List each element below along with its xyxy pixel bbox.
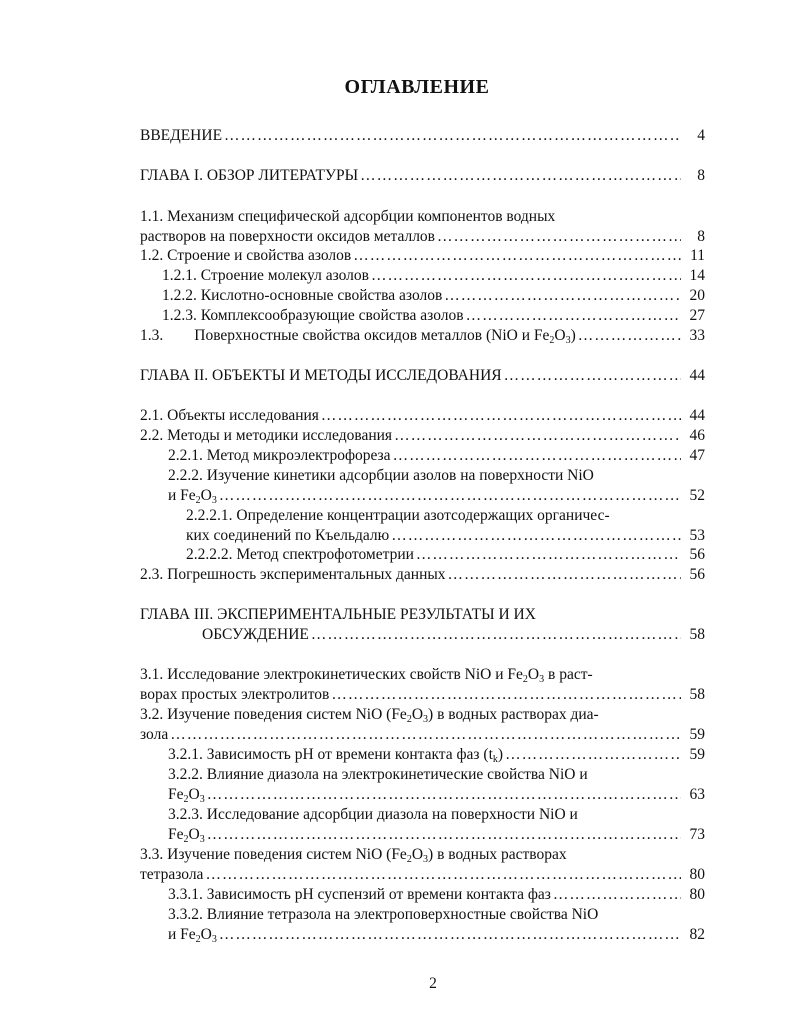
toc-entry-intro[interactable]: ВВЕДЕНИЕ …………………………………………………………………………………………………………………………………………………………………………………… 4 bbox=[140, 126, 705, 146]
toc-entry-3-2[interactable]: зола …………………………………………………………………………………………………………………………………………………………………………………… 59 bbox=[140, 725, 705, 745]
toc-entry-chapter-1[interactable]: ГЛАВА I. ОБЗОР ЛИТЕРАТУРЫ …………………………………………………………………………………………………………………………………………………………………………………… 8 bbox=[140, 166, 705, 186]
toc-entry-1-2-2[interactable]: 1.2.2. Кислотно-основные свойства азолов …………………………………………………………………………………………………………………………………………………………………………………… 20 bbox=[162, 286, 705, 306]
toc-entry-2-2-2[interactable]: и $Fe_2O_3$ …………………………………………………………………………………………………………………………………………………………………………………… 52 bbox=[168, 486, 705, 506]
toc-entry-1-2-3[interactable]: 1.2.3. Комплексообразующие свойства азолов …………………………………………………………………………………………………………………………………………………………………………………… 27 bbox=[162, 306, 705, 326]
toc-entry-chapter-3-line1[interactable]: ГЛАВА III. ЭКСПЕРИМЕНТАЛЬНЫЕ РЕЗУЛЬТАТЫ И ИХ bbox=[140, 606, 536, 623]
toc-entry-2-1[interactable]: 2.1. Объекты исследования …………………………………………………………………………………………………………………………………………………………………………………… 44 bbox=[140, 406, 705, 426]
page-number: 2 bbox=[429, 975, 437, 992]
toc-entry-2-2-1[interactable]: 2.2.1. Метод микроэлектрофореза …………………………………………………………………………………………………………………………………………………………………………………… 47 bbox=[168, 446, 705, 466]
toc-entry-3-2-3-line1[interactable]: 3.2.3. Исследование адсорбции диазола на поверхности NiO и bbox=[168, 806, 578, 823]
toc-entry-2-3[interactable]: 2.3. Погрешность экспериментальных данных …………………………………………………………………………………………………………………………………………………………………………………… 56 bbox=[140, 565, 705, 585]
toc-entry-2-2-2-1[interactable]: ких соединений по Къельдалю …………………………………………………………………………………………………………………………………………………………………………………… 53 bbox=[186, 526, 705, 546]
toc-entry-2-2-2-1-line1[interactable]: 2.2.2.1. Определение концентрации азотсодержащих органичес- bbox=[186, 507, 610, 524]
toc-entry-2-2-2-2[interactable]: 2.2.2.2. Метод спектрофотометрии …………………………………………………………………………………………………………………………………………………………………………………… 56 bbox=[186, 545, 705, 565]
toc-entry-3-3-2[interactable]: и $Fe_2O_3$ …………………………………………………………………………………………………………………………………………………………………………………… 82 bbox=[168, 925, 705, 945]
toc-entry-3-3-line1[interactable]: 3.3. Изучение поведения систем NiO $(Fe_2O_3)$ в водных растворах bbox=[140, 846, 567, 865]
toc-entry-2-2-2-line1[interactable]: 2.2.2. Изучение кинетики адсорбции азолов на поверхности NiO bbox=[168, 467, 594, 484]
toc-entry-3-3[interactable]: тетразола …………………………………………………………………………………………………………………………………………………………………………………… 80 bbox=[140, 865, 705, 885]
toc-entry-3-1[interactable]: ворах простых электролитов …………………………………………………………………………………………………………………………………………………………………………………… 58 bbox=[140, 685, 705, 705]
toc-entry-3-2-1[interactable]: 3.2.1. Зависимость pH от времени контакта фаз $(t_k)$ …………………………………………………………………………………………………………………………………………………………………………………… 59 bbox=[168, 745, 705, 765]
toc-entry-3-1-line1[interactable]: 3.1. Исследование электрокинетических свойств NiO и $Fe_2O_3$ в раст- bbox=[140, 666, 593, 685]
toc-entry-chapter-3[interactable]: ОБСУЖДЕНИЕ …………………………………………………………………………………………………………………………………………………………………………………… 58 bbox=[202, 625, 705, 645]
toc-entry-3-2-3[interactable]: $Fe_2O_3$ …………………………………………………………………………………………………………………………………………………………………………………… 73 bbox=[168, 825, 705, 845]
toc-entry-1-3[interactable]: 1.3. Поверхностные свойства оксидов металлов (NiO и $Fe_2O_3$) …………………………………………………………………………………………………………………………………………………………………………………… 33 bbox=[140, 326, 705, 346]
toc-entry-3-3-1[interactable]: 3.3.1. Зависимость pH суспензий от времени контакта фаз …………………………………………………………………………………………………………………………………………………………………………………… 80 bbox=[168, 885, 705, 905]
toc-entry-3-2-2-line1[interactable]: 3.2.2. Влияние диазола на электрокинетические свойства NiO и bbox=[168, 766, 588, 783]
page-title: ОГЛАВЛЕНИЕ bbox=[344, 76, 490, 98]
toc-entry-1-1-line1[interactable]: 1.1. Механизм специфической адсорбции компонентов водных bbox=[140, 208, 556, 225]
toc-entry-3-2-2[interactable]: $Fe_2O_3$ …………………………………………………………………………………………………………………………………………………………………………………… 63 bbox=[168, 785, 705, 805]
toc-entry-chapter-2[interactable]: ГЛАВА II. ОБЪЕКТЫ И МЕТОДЫ ИССЛЕДОВАНИЯ …………………………………………………………………………………………………………………………………………………………………………………… 44 bbox=[140, 366, 705, 386]
toc-entry-1-2-1[interactable]: 1.2.1. Строение молекул азолов …………………………………………………………………………………………………………………………………………………………………………………… 14 bbox=[162, 266, 705, 286]
toc-entry-1-2[interactable]: 1.2. Строение и свойства азолов …………………………………………………………………………………………………………………………………………………………………………………… 11 bbox=[140, 246, 705, 266]
toc-entry-2-2[interactable]: 2.2. Методы и методики исследования …………………………………………………………………………………………………………………………………………………………………………………… 46 bbox=[140, 426, 705, 446]
toc-entry-1-1[interactable]: растворов на поверхности оксидов металлов …………………………………………………………………………………………………………………………………………………………………………………… 8 bbox=[140, 227, 705, 247]
toc-entry-3-3-2-line1[interactable]: 3.3.2. Влияние тетразола на электроповерхностные свойства NiO bbox=[168, 906, 599, 923]
toc-entry-3-2-line1[interactable]: 3.2. Изучение поведения систем NiO $(Fe_2O_3)$ в водных растворах диа- bbox=[140, 706, 599, 725]
